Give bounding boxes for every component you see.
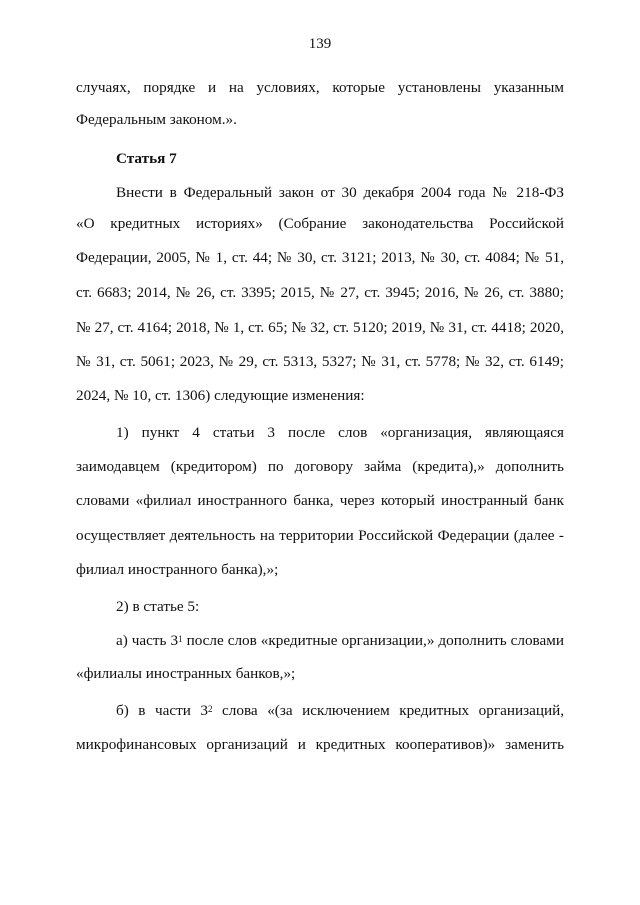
- item-1-line-3: словами «филиал иностранного банка, через который иностранный банк: [76, 492, 564, 509]
- main-paragraph-line-7: 2024, № 10, ст. 1306) следующие изменения:: [76, 387, 365, 404]
- article-heading: Статья 7: [116, 150, 177, 167]
- item-2a-text-pre: а) часть 3: [116, 632, 179, 649]
- intro-line-2: Федеральным законом.».: [76, 111, 237, 128]
- item-2-line-1: 2) в статье 5:: [116, 598, 200, 615]
- item-2b-line-2: микрофинансовых организаций и кредитных кооперативов)» заменить: [76, 736, 564, 753]
- item-2b-text-pre: б) в части 3: [116, 702, 209, 719]
- item-1-line-4: осуществляет деятельность на территории Российской Федерации (далее -: [76, 527, 564, 544]
- item-2b-superscript: 2: [208, 704, 213, 714]
- item-2a-line-1: [116, 631, 564, 651]
- main-paragraph-line-4: ст. 6683; 2014, № 26, ст. 3395; 2015, № 27, ст. 3945; 2016, № 26, ст. 3880;: [76, 284, 564, 301]
- item-2a-text-post: после слов «кредитные организации,» дополнить словами: [182, 632, 565, 649]
- main-paragraph-line-1: Внести в Федеральный закон от 30 декабря 2004 года № 218-ФЗ: [116, 184, 564, 201]
- main-paragraph-line-5: № 27, ст. 4164; 2018, № 1, ст. 65; № 32, ст. 5120; 2019, № 31, ст. 4418; 2020,: [76, 319, 564, 336]
- item-1-line-2: заимодавцем (кредитором) по договору займа (кредита),» дополнить: [76, 458, 564, 475]
- item-2b-text-post: слова «(за исключением кредитных организаций,: [212, 702, 564, 719]
- item-2a-line-2: «филиалы иностранных банков,»;: [76, 665, 296, 682]
- main-paragraph-line-3: Федерации, 2005, № 1, ст. 44; № 30, ст. 3121; 2013, № 30, ст. 4084; № 51,: [76, 249, 564, 266]
- item-1-line-5: филиал иностранного банка),»;: [76, 561, 279, 578]
- page-number: 139: [308, 36, 332, 52]
- item-2b-line-1: [116, 701, 564, 721]
- main-paragraph-line-2: «О кредитных историях» (Собрание законодательства Российской: [76, 215, 564, 232]
- intro-line-1: случаях, порядке и на условиях, которые установлены указанным: [76, 79, 564, 96]
- item-1-line-1: 1) пункт 4 статьи 3 после слов «организация, являющаяся: [116, 424, 564, 441]
- item-2a-superscript: 1: [178, 634, 183, 644]
- main-paragraph-line-6: № 31, ст. 5061; 2023, № 29, ст. 5313, 5327; № 31, ст. 5778; № 32, ст. 6149;: [76, 353, 564, 370]
